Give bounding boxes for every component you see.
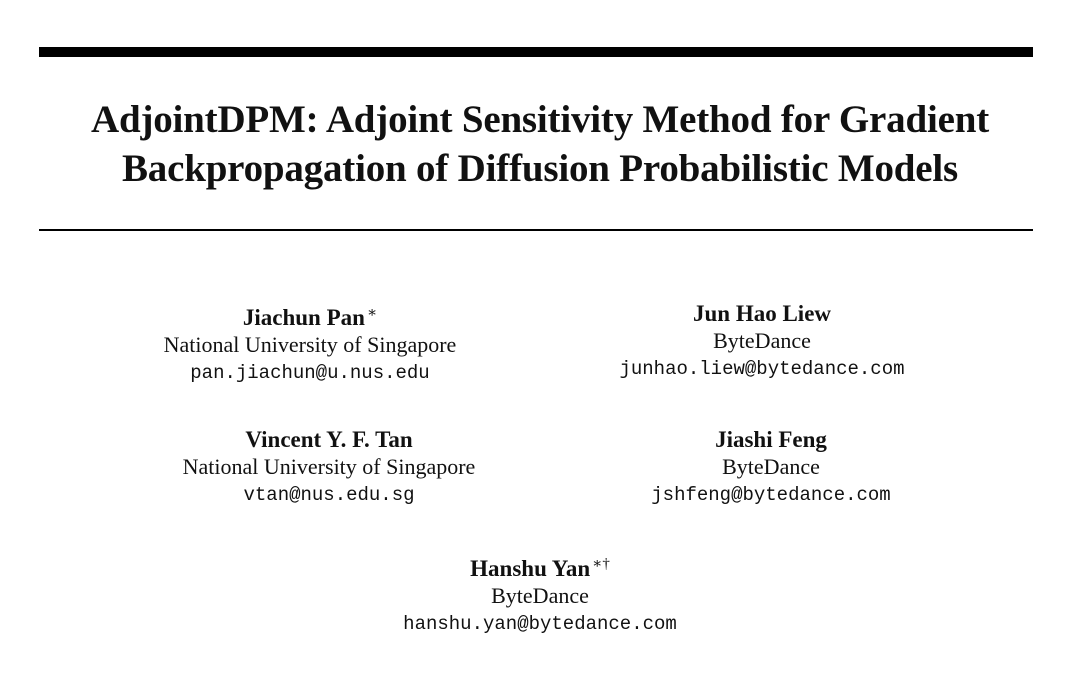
top-thick-rule (39, 47, 1033, 57)
author-block-jiashi-feng (561, 426, 981, 510)
paper-title-line-1: AdjointDPM: Adjoint Sensitivity Method for Gradient (91, 98, 989, 141)
author-footnote-marks: ∗† (592, 556, 610, 572)
title-bottom-rule (39, 229, 1033, 231)
author-name-line (561, 426, 981, 453)
author-name: Jiashi Feng (715, 427, 827, 452)
paper-title (0, 95, 1080, 193)
author-name: Hanshu Yan (470, 556, 591, 581)
author-affiliation: National University of Singapore (163, 332, 457, 357)
author-name: Jiachun Pan (242, 305, 365, 330)
author-name-line (330, 551, 750, 582)
author-affiliation: ByteDance (722, 454, 820, 479)
author-email: pan.jiachun@u.nus.edu (190, 362, 430, 384)
author-email: jshfeng@bytedance.com (651, 484, 891, 506)
author-block-jiachun-pan (100, 300, 520, 388)
author-affiliation: ByteDance (491, 583, 589, 608)
author-name: Vincent Y. F. Tan (245, 427, 413, 452)
author-block-jun-hao-liew (552, 300, 972, 384)
author-name-line (119, 426, 539, 453)
author-affiliation: National University of Singapore (182, 454, 476, 479)
author-email: vtan@nus.edu.sg (243, 484, 415, 506)
author-affiliation: ByteDance (713, 328, 811, 353)
author-name: Jun Hao Liew (692, 301, 832, 326)
author-block-hanshu-yan (330, 551, 750, 639)
author-email: junhao.liew@bytedance.com (619, 358, 905, 380)
author-name-line (552, 300, 972, 327)
author-footnote-marks: ∗ (366, 305, 378, 321)
author-block-vincent-tan (119, 426, 539, 510)
author-email: hanshu.yan@bytedance.com (403, 613, 677, 635)
paper-title-line-2: Backpropagation of Diffusion Probabilistic Models (121, 147, 958, 190)
author-name-line (100, 300, 520, 331)
